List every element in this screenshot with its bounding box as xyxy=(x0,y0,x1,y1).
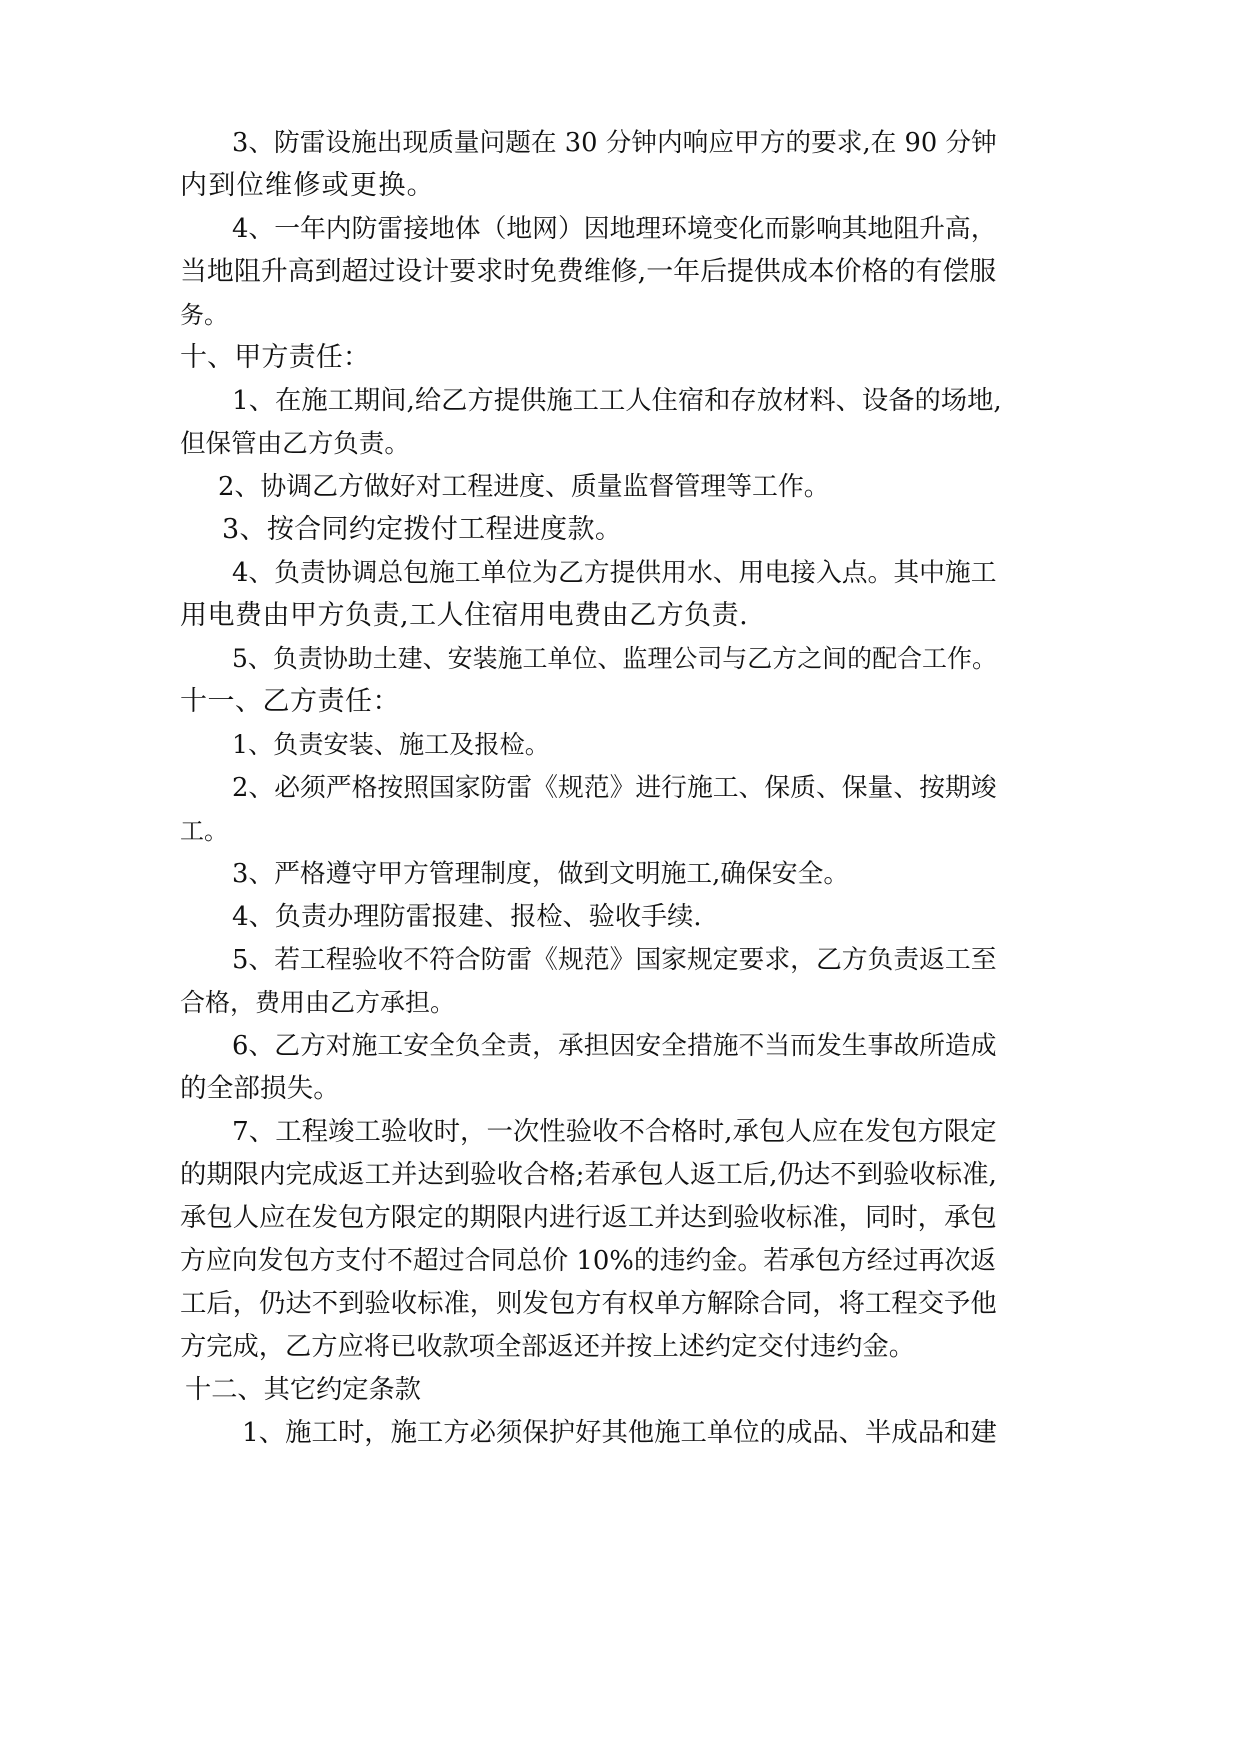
text-line: 方完成，乙方应将已收款项全部返还并按上述约定交付违约金。 xyxy=(180,1332,915,1362)
text-line: 的全部损失。 xyxy=(180,1073,340,1104)
section-heading: 十、甲方责任： xyxy=(180,342,370,373)
text-line: 5、若工程验收不符合防雷《规范》国家规定要求，乙方负责返工至 xyxy=(232,945,997,975)
text-line: 4、负责办理防雷报建、报检、验收手续. xyxy=(232,902,702,932)
text-line: 3、防雷设施出现质量问题在 30 分钟内响应甲方的要求,在 90 分钟 xyxy=(232,128,997,158)
text-line: 合格，费用由乙方承担。 xyxy=(180,988,455,1017)
text-line: 6、乙方对施工安全负全责，承担因安全措施不当而发生事故所造成 xyxy=(232,1031,997,1061)
text-line: 内到位维修或更换。 xyxy=(180,170,435,201)
text-line: 但保管由乙方负责。 xyxy=(180,429,410,459)
section-heading: 十一、乙方责任： xyxy=(180,686,400,717)
text-line: 2、必须严格按照国家防雷《规范》进行施工、保质、保量、按期竣 xyxy=(232,773,997,803)
text-line: 用电费由甲方负责,工人住宿用电费由乙方负责. xyxy=(180,600,748,631)
text-line: 1、在施工期间,给乙方提供施工工人住宿和存放材料、设备的场地, xyxy=(232,386,1002,416)
text-line: 2、协调乙方做好对工程进度、质量监督管理等工作。 xyxy=(218,472,830,502)
text-line: 务。 xyxy=(180,301,228,329)
text-line: 1、负责安装、施工及报检。 xyxy=(232,730,550,759)
text-line: 工后，仍达不到验收标准，则发包方有权单方解除合同，将工程交予他 xyxy=(180,1289,997,1319)
text-line: 7、工程竣工验收时，一次性验收不合格时,承包人应在发包方限定 xyxy=(232,1116,997,1147)
text-line: 3、按合同约定拨付工程进度款。 xyxy=(222,514,622,545)
text-line: 3、严格遵守甲方管理制度，做到文明施工,确保安全。 xyxy=(232,859,850,889)
text-line: 的期限内完成返工并达到验收合格;若承包人返工后,仍达不到验收标准, xyxy=(180,1160,997,1190)
text-line: 1、施工时，施工方必须保护好其他施工单位的成品、半成品和建 xyxy=(242,1418,997,1448)
text-line: 4、负责协调总包施工单位为乙方提供用水、用电接入点。其中施工 xyxy=(232,558,997,588)
section-heading: 十二、其它约定条款 xyxy=(185,1375,421,1405)
text-line: 工。 xyxy=(180,817,228,845)
text-line: 当地阻升高到超过设计要求时免费维修,一年后提供成本价格的有偿服 xyxy=(180,256,997,287)
text-line: 方应向发包方支付不超过合同总价 10%的违约金。若承包方经过再次返 xyxy=(180,1246,997,1276)
text-line: 承包人应在发包方限定的期限内进行返工并达到验收标准，同时，承包 xyxy=(180,1203,997,1233)
text-line: 4、一年内防雷接地体（地网）因地理环境变化而影响其地阻升高， xyxy=(232,214,997,244)
text-line: 5、负责协助土建、安装施工单位、监理公司与乙方之间的配合工作。 xyxy=(232,644,997,673)
